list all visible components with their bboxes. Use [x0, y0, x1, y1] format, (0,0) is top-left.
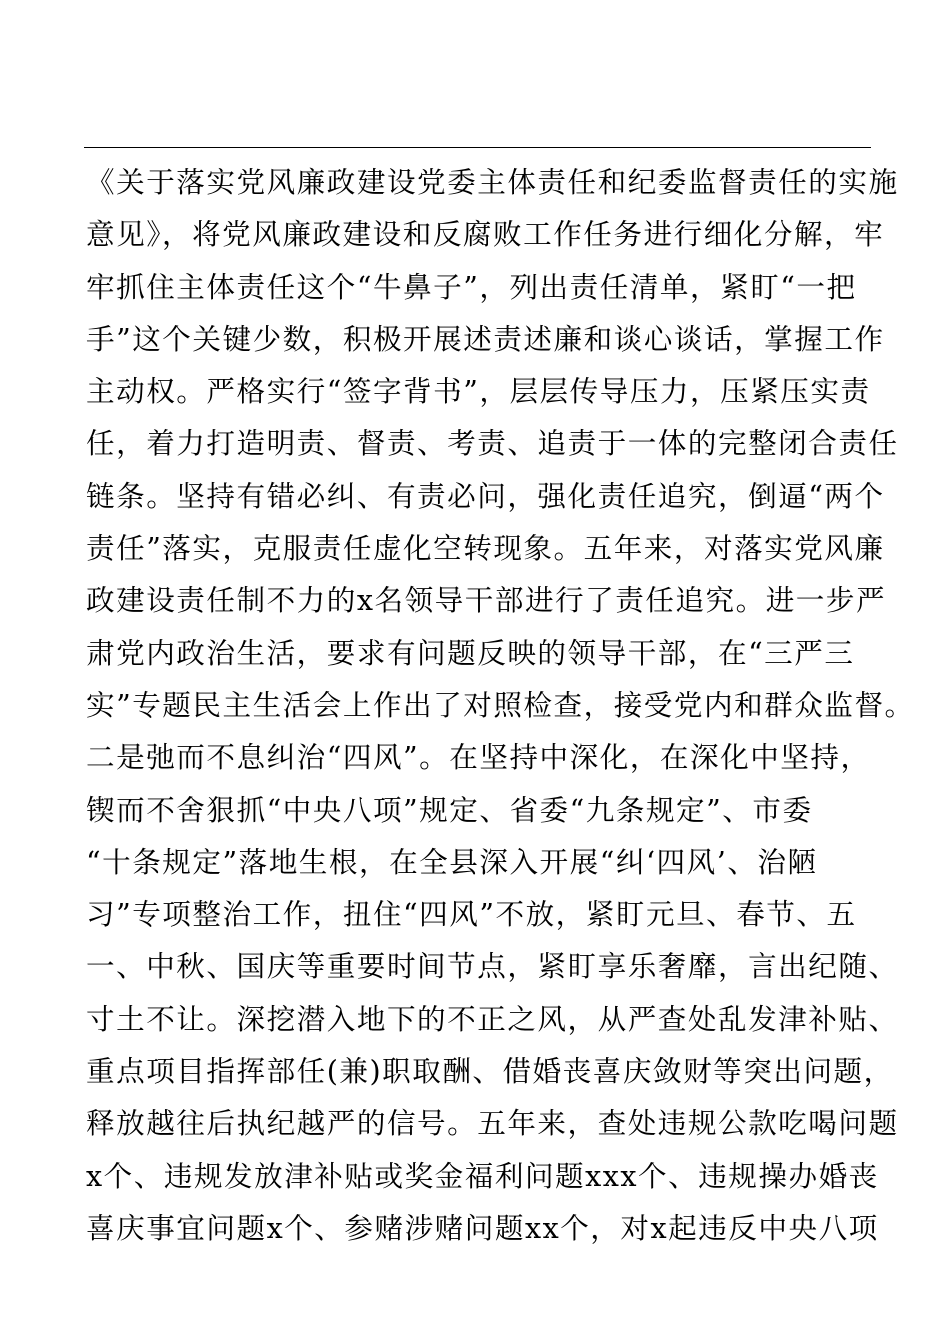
text-line: “十条规定”落地生根，在全县深入开展“纠‘四风’、治陋 [86, 844, 818, 879]
text-line: 主动权。严格实行“签字背书”，层层传导压力，压紧压实责 [86, 374, 871, 409]
text-line: x个、违规发放津补贴或奖金福利问题xxx个、违规操办婚丧 [86, 1158, 879, 1193]
text-line: 寸土不让。深挖潜入地下的不正之风，从严查处乱发津补贴、 [86, 1001, 899, 1036]
text-line: 实”专题民主生活会上作出了对照检查，接受党内和群众监督。 [86, 687, 915, 722]
text-line: 任，着力打造明责、督责、考责、追责于一体的完整闭合责任 [86, 426, 899, 461]
text-line: 锲而不舍狠抓“中央八项”规定、省委“九条规定”、市委 [86, 792, 813, 827]
text-line: 喜庆事宜问题x个、参赌涉赌问题xx个，对x起违反中央八项 [86, 1210, 879, 1245]
text-line: 习”专项整治工作，扭住“四风”不放，紧盯元旦、春节、五 [86, 897, 857, 932]
text-line: 意见》，将党风廉政建设和反腐败工作任务进行细化分解，牢 [86, 217, 885, 252]
text-line: 二是弛而不息纠治“四风”。在坚持中深化，在深化中坚持， [86, 740, 871, 775]
text-line: 手”这个关键少数，积极开展述责述廉和谈心谈话，掌握工作 [86, 321, 885, 356]
text-line: 释放越往后执纪越严的信号。五年来，查处违规公款吃喝问题 [86, 1106, 899, 1141]
text-line: 重点项目指挥部任(兼)职取酬、借婚丧喜庆敛财等突出问题， [86, 1054, 894, 1089]
document-body [86, 156, 915, 1254]
header-rule [84, 147, 871, 148]
text-line: 责任”落实，克服责任虚化空转现象。五年来，对落实党风廉 [86, 531, 885, 566]
text-line: 一、中秋、国庆等重要时间节点，紧盯享乐奢靡，言出纪随、 [86, 949, 899, 984]
text-line: 《关于落实党风廉政建设党委主体责任和纪委监督责任的实施 [86, 165, 899, 199]
text-line: 政建设责任制不力的x名领导干部进行了责任追究。进一步严 [86, 583, 887, 618]
text-line: 肃党内政治生活，要求有问题反映的领导干部，在“三严三 [86, 635, 855, 670]
text-line: 牢抓住主体责任这个“牛鼻子”，列出责任清单，紧盯“一把 [86, 269, 857, 304]
text-line: 链条。坚持有错必纠、有责必问，强化责任追究，倒逼“两个 [86, 478, 885, 513]
